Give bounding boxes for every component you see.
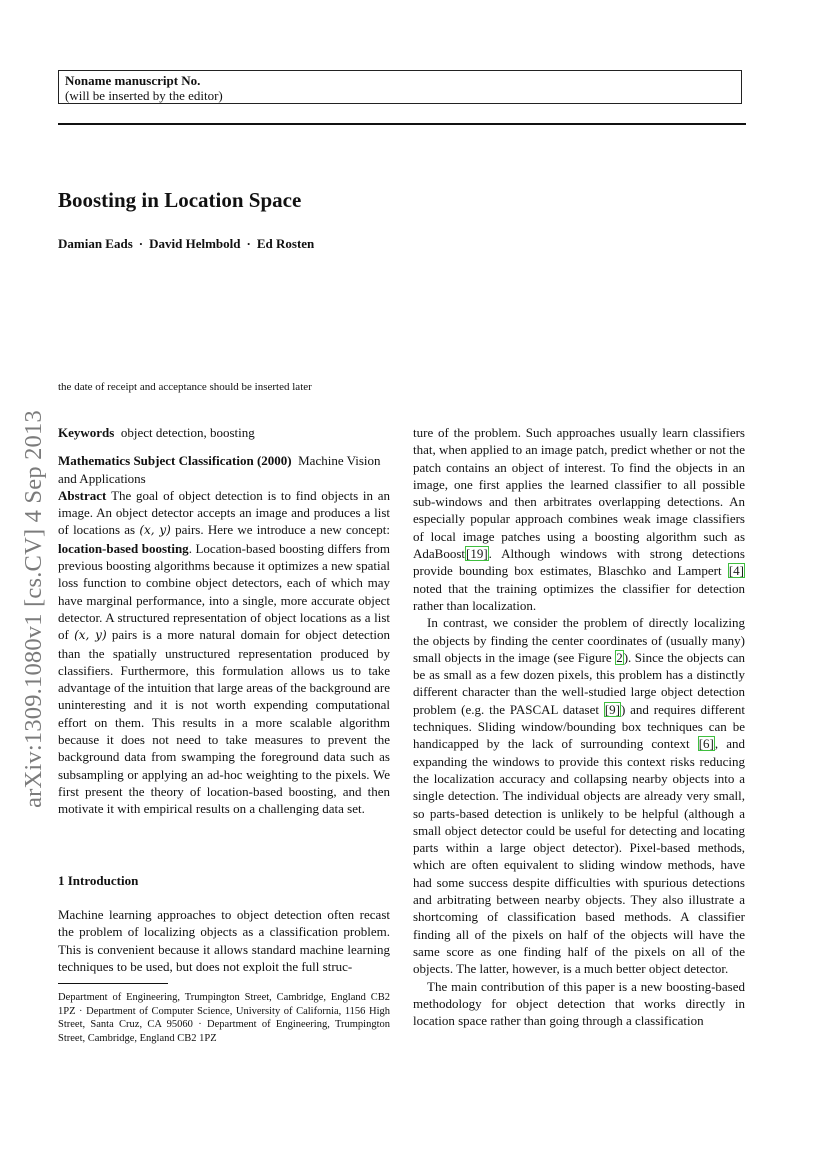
math-xy: (x, y) — [74, 628, 107, 643]
left-column — [58, 424, 390, 818]
abstract-text: pairs is a more natural domain for object detection than the spatially unstructured representation produced by classifiers. Furthermore, this formulation allows us to take advantage of the intuition that large areas of the background are uninteresting and it is not worth expending computational effort on them. This results in a more scalable algorithm because it does not need to take measures to prevent the background data from swamping the foreground data such as subsampling or applying an ad-hoc weighting to the pixels. We first present the theory of location-based boosting, and then motivate it with empirical results on a challenging data set. — [58, 627, 390, 817]
author-name: Ed Rosten — [256, 236, 315, 251]
body-text: ) and requires different techniques. Sliding window/bounding box techniques can be handicapped by the lack of surrounding context — [413, 701, 746, 752]
manuscript-number: Noname manuscript No. — [65, 73, 201, 88]
arxiv-stamp-text: arXiv:1309.1080v1 [cs.CV] 4 Sep 2013 — [20, 410, 47, 808]
abstract-bold-term: location-based boosting — [58, 540, 189, 556]
abstract-label: Abstract — [58, 487, 107, 503]
paper-title: Boosting in Location Space — [58, 188, 302, 212]
header-rule — [58, 123, 746, 125]
abstract-paragraph — [58, 487, 390, 818]
abstract-text: The goal of object detection is to find objects in an image. An object detector accepts an image and produces a list of locations as — [58, 487, 390, 538]
keywords-label: Keywords — [58, 425, 115, 440]
introduction-left-text — [58, 906, 390, 975]
author-name: Damian Eads — [58, 236, 133, 251]
keywords-paragraph — [58, 424, 390, 441]
abstract-text: pairs. Here we introduce a new concept: — [170, 522, 390, 538]
citation-link-4[interactable]: [4] — [728, 563, 744, 579]
math-xy: (x, y) — [139, 523, 171, 538]
body-text: , and expanding the windows to provide this context risks reducing the localization accuracy and collapsing nearby objects into a single detection. The individual objects are already very small, so parts-based detection is unlikely to be helpful (although a small object detector could be useful for detecting and locating parts within a large object detector). Pixel-based methods, which are often equivalent to sliding window methods, have had some success despite difficulties with spurious detections and arbitrating between nearby objects. They also illustrate a shortcoming of classification based methods. A classifier finding all of the pixels on half of the objects will have the same score as one finding half of the pixels on all of the objects. The latter, however, is a much better object detector. — [413, 736, 745, 977]
msc-text: Machine Vision and Applications — [58, 453, 381, 486]
intro-paragraph-continued — [413, 424, 745, 614]
figure-link-2[interactable]: 2 — [616, 649, 623, 665]
author-list — [58, 236, 314, 252]
section-heading-introduction: 1 Introduction — [58, 873, 139, 888]
intro-paragraph-2 — [413, 614, 745, 977]
citation-link-6[interactable]: [6] — [698, 736, 714, 752]
intro-paragraph-3: The main contribution of this paper is a new boosting-based methodology for object detection that works directly in location space rather than going through a classification — [413, 978, 745, 1029]
editor-note: (will be inserted by the editor) — [65, 88, 223, 103]
arxiv-stamp — [18, 376, 50, 842]
author-name: David Helmbold — [149, 236, 241, 251]
citation-link-19[interactable]: [19] — [466, 546, 488, 562]
body-text: ). Since the objects can be as small as a few dozen pixels, this problem has a distinctly different character than the well-studied large object detection problem (e.g. the PASCAL dataset — [413, 649, 745, 717]
author-separator: · — [138, 236, 144, 251]
right-column — [413, 424, 745, 1029]
msc-label: Mathematics Subject Classification (2000) — [58, 453, 292, 469]
author-separator: · — [246, 236, 251, 251]
keywords-text: object detection, boosting — [120, 425, 255, 440]
msc-paragraph — [58, 452, 390, 487]
body-text: In contrast, we consider the problem of directly localizing the objects by finding the center coordinates of (usually many) small objects in the image (see Figure — [413, 615, 745, 665]
body-text: ture of the problem. Such approaches usually learn classifiers that, when applied to an image patch, predict whether or not the patch contains an object of interest. To find the objects in an image, one first applies the learned classifier to all possible sub-windows and then arbitrates overlapping detections. An especially popular approach combines weak image classifiers of local image patches using a boosting algorithm such as AdaBoost — [413, 425, 745, 562]
manuscript-box — [58, 70, 742, 104]
footnote-rule — [58, 983, 168, 984]
citation-link-9[interactable]: [9] — [604, 701, 620, 717]
received-note: the date of receipt and acceptance should be inserted later — [58, 381, 312, 393]
affiliation-footnote: Department of Engineering, Trumpington Street, Cambridge, England CB2 1PZ · Department of Computer Science, University of California, 1156 High Street, Santa Cruz, CA 95060 · Department of Engineering, Trumpington Street, Cambridge, England CB2 1PZ — [58, 992, 390, 1044]
abstract-text: . Location-based boosting differs from previous boosting algorithms because it optimizes a new spatial loss function to combine object detectors, each of which may have marginal performance, into a single, more accurate object detector. A structured representation of object locations as a list of — [58, 540, 390, 643]
body-text: . Although windows with strong detections provide bounding box estimates, Blaschko and Lampert — [413, 546, 745, 579]
intro-paragraph: Machine learning approaches to object detection often recast the problem of localizing objects as a classification problem. This is convenient because it allows standard machine learning techniques to be used, but does not exploit the full struc- — [58, 907, 390, 974]
body-text: noted that the training optimizes the classifier for detection rather than localization. — [413, 580, 745, 613]
